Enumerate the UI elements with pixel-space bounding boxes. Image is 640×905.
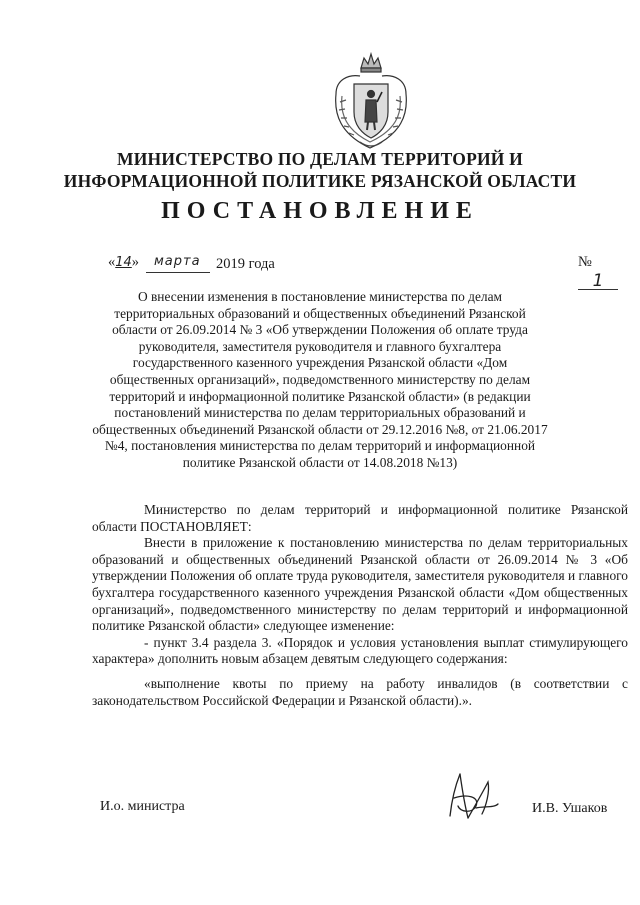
date-number-row	[108, 254, 628, 291]
ministry-name-line-2: ИНФОРМАЦИОННОЙ ПОЛИТИКЕ РЯЗАНСКОЙ ОБЛАСТИ	[63, 171, 577, 191]
body-paragraph-3: - пункт 3.4 раздела 3. «Порядок и условия установления выплат стимулирующего характера» дополнить новым абзацем девятым следующего содержания:	[92, 634, 628, 667]
number-sign: №	[578, 254, 592, 270]
document-type-title: ПОСТАНОВЛЕНИЕ	[161, 198, 479, 224]
body-paragraph-4: «выполнение квоты по приему на работу инвалидов (в соответствии с законодательством Российской Федерации и Рязанской области).».	[92, 675, 628, 708]
decree-number	[578, 254, 628, 291]
body-paragraph-2: Внести в приложение к постановлению министерства по делам территориальных образований и общественных объединений Рязанской области от 26.09.2014 № 3 «Об утверждении Положения об оплате труда руководителя, заместителя руководителя и главного бухгалтера государственного казенного учреждения Рязанской области «Дом общественных организаций», подведомственного министерству по делам территорий и информационной политике Рязанской области» следующее изменение:	[92, 535, 628, 634]
decree-date-month	[146, 254, 210, 273]
decree-body	[92, 502, 628, 709]
ministry-name	[0, 148, 640, 192]
day-handwritten: 14	[115, 255, 132, 270]
decree-subject: О внесении изменения в постановление министерства по делам территориальных образований и общественных объединений Рязанской области от 26.09.2014 № 3 «Об утверждении Положения об оплате труда руководителя, заместителя руководителя и главного бухгалтера государственного казенного учреждения Рязанской области «Дом общественных организаций», подведомственного министерству по делам территорий и информационной политике Рязанской области» (в редакции постановлений министерства по делам территориальных образований и общественных объединений Рязанской области от 29.12.2016 №8, от 21.06.2017 №4, постановления министерства по делам территорий и информационной политике Рязанской области от 14.08.2018 №13)	[92, 289, 548, 470]
decree-date-year: 2019 года	[216, 256, 275, 272]
body-paragraph-1: Министерство по делам территорий и информационной политике Рязанской области ПОСТАНОВЛЯЕТ:	[92, 502, 628, 534]
decree-date-day	[108, 254, 139, 271]
ministry-name-line-1: МИНИСТЕРСТВО ПО ДЕЛАМ ТЕРРИТОРИЙ И	[117, 149, 523, 169]
signer-role: И.о. министра	[100, 799, 185, 814]
handwritten-signature-icon	[436, 768, 506, 828]
close-quote: »	[131, 254, 140, 270]
open-quote: «	[108, 254, 116, 270]
coat-of-arms-icon	[330, 50, 412, 154]
month-handwritten: марта	[154, 254, 201, 269]
number-handwritten: 1	[592, 271, 604, 291]
signer-name: И.В. Ушаков	[532, 801, 608, 816]
